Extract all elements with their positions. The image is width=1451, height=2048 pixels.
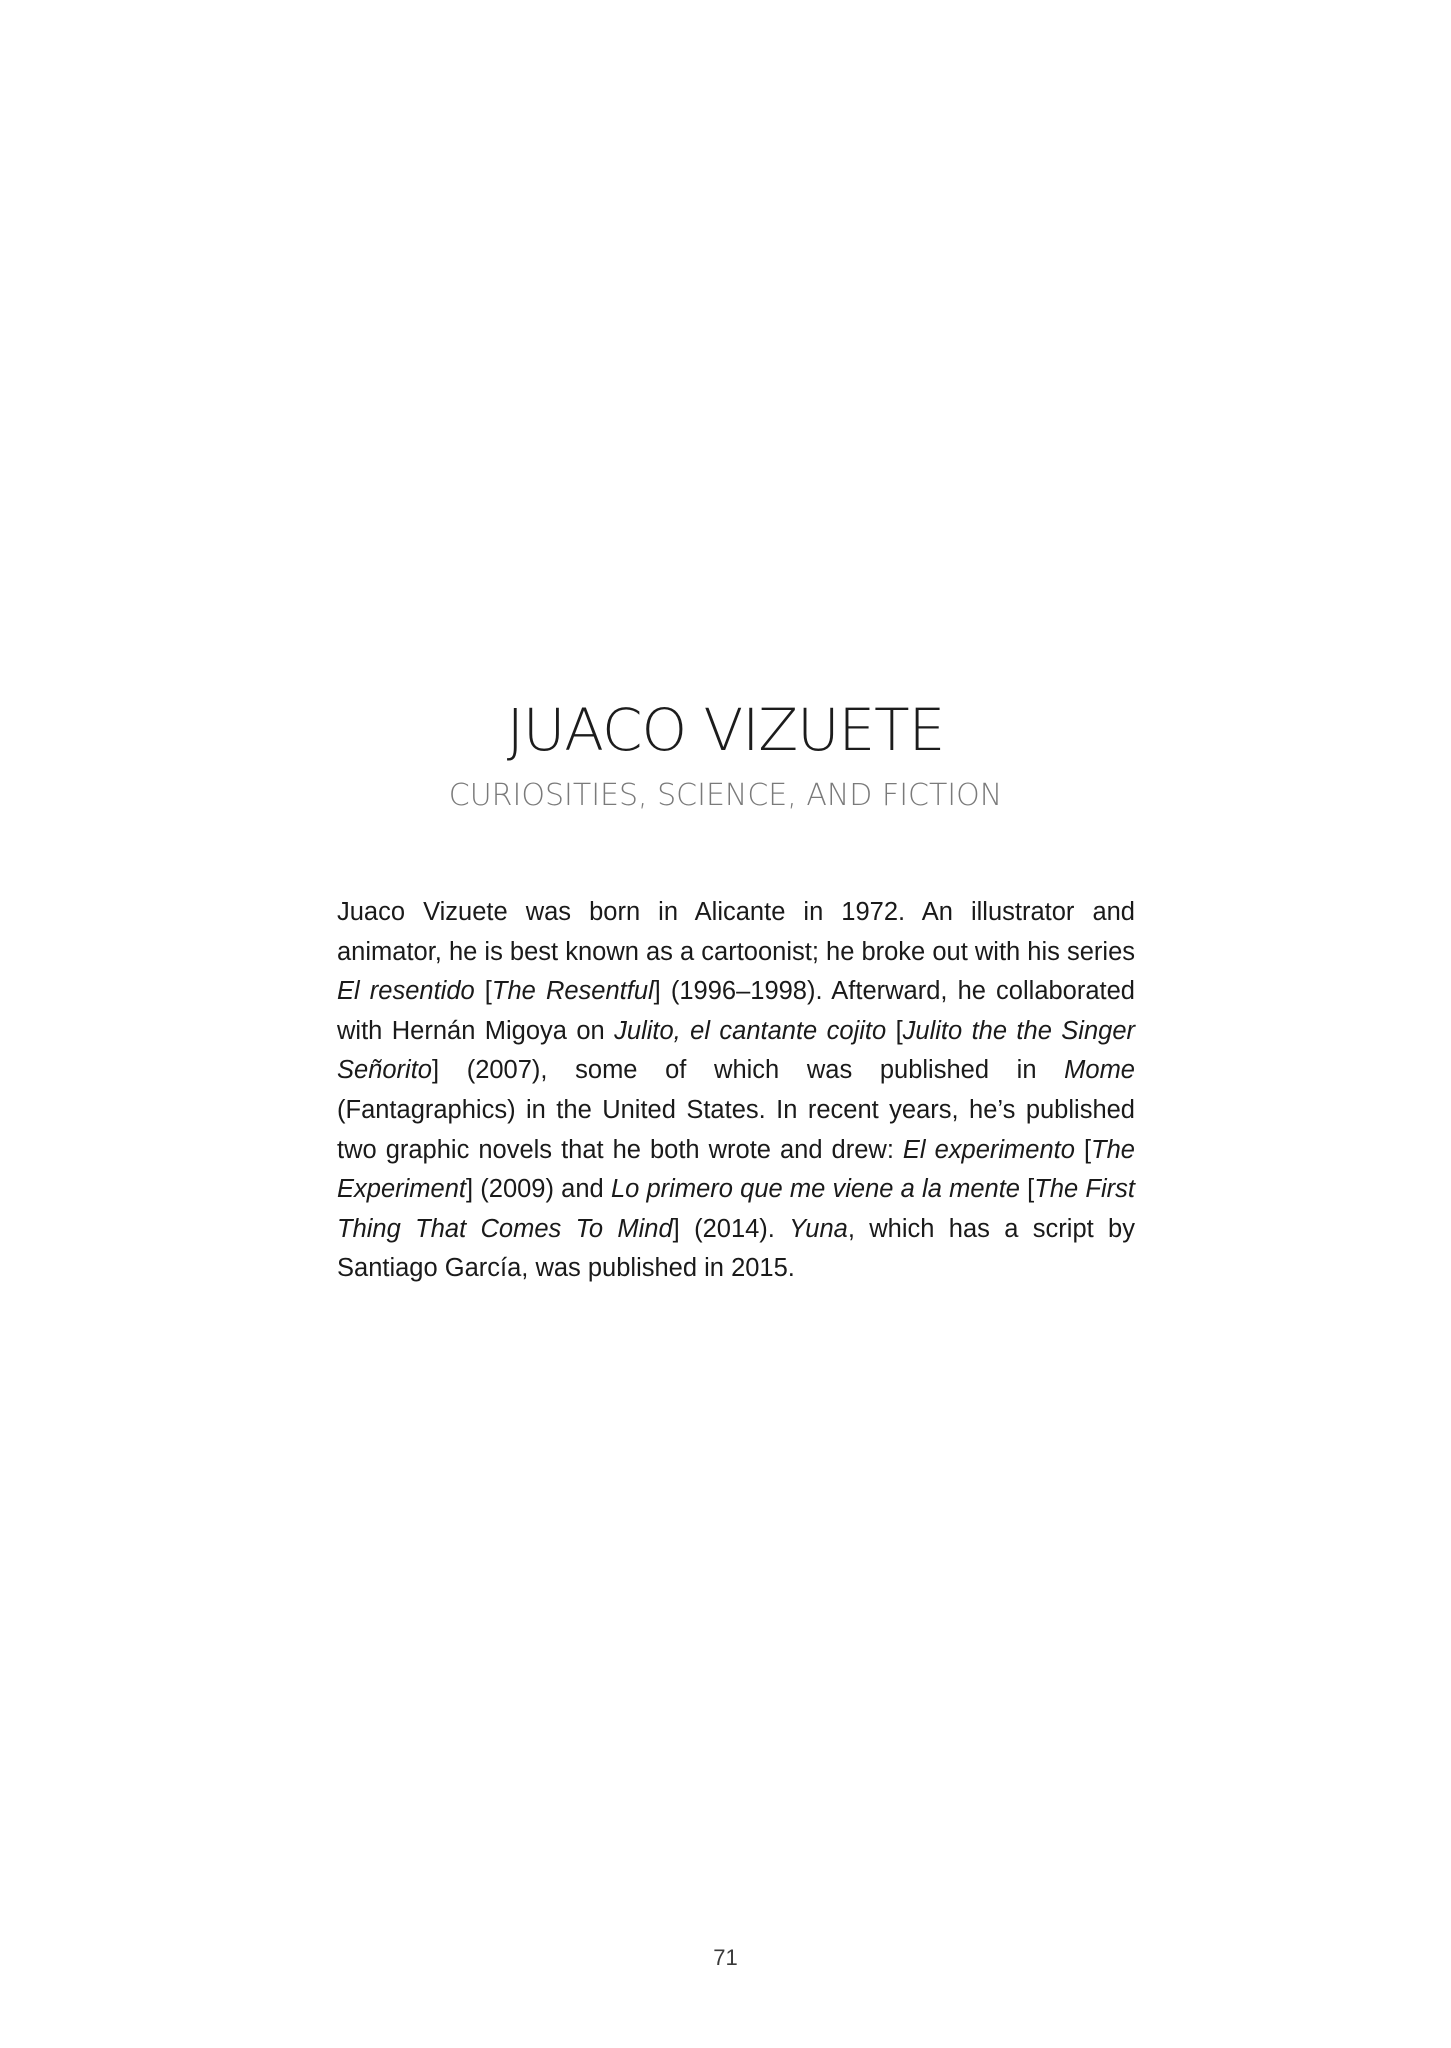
work-title: The Resentful — [491, 977, 654, 1006]
text-run: [ — [1074, 1135, 1092, 1164]
text-run: (Fantagraphics) in the United States. In recent years, he’s published two graphic novels that he both wrote and drew: — [337, 1095, 1135, 1164]
work-title: El resentido — [337, 977, 475, 1006]
work-title: Julito, el cantante cojito — [614, 1016, 887, 1045]
text-run: [ — [886, 1016, 903, 1045]
biography-paragraph — [337, 893, 1135, 1289]
page-number: 71 — [713, 1945, 738, 1970]
work-title: The First Thing That Comes To Mind — [337, 1175, 1135, 1243]
text-run: ] (2014). — [672, 1214, 790, 1243]
text-run: ] (2007), some of which was published in — [431, 1056, 1065, 1085]
work-title: Julito the the Singer Señorito — [337, 1016, 1135, 1085]
text-run: [ — [474, 977, 492, 1006]
work-title: The Experiment — [337, 1135, 1135, 1204]
work-title: Lo primero que me viene a la mente — [610, 1175, 1020, 1204]
work-title: Yuna — [789, 1214, 848, 1243]
chapter-title: JUACO VIZUETE — [506, 696, 945, 764]
text-run: Juaco Vizuete was born in Alicante in 1972. An illustrator and animator, he is best known as a cartoonist; he broke out with his series — [337, 898, 1135, 966]
text-run: ] (2009) and — [465, 1175, 611, 1204]
text-run: [ — [1019, 1175, 1035, 1204]
text-run: , which has a script by Santiago García, was published in 2015. — [337, 1214, 1135, 1283]
chapter-subtitle: CURIOSITIES, SCIENCE, AND FICTION — [448, 778, 1003, 813]
work-title: Mome — [1064, 1056, 1135, 1085]
work-title: El experimento — [902, 1135, 1075, 1164]
text-run: ] (1996–1998). Afterward, he collaborated with Hernán Migoya on — [337, 977, 1135, 1045]
